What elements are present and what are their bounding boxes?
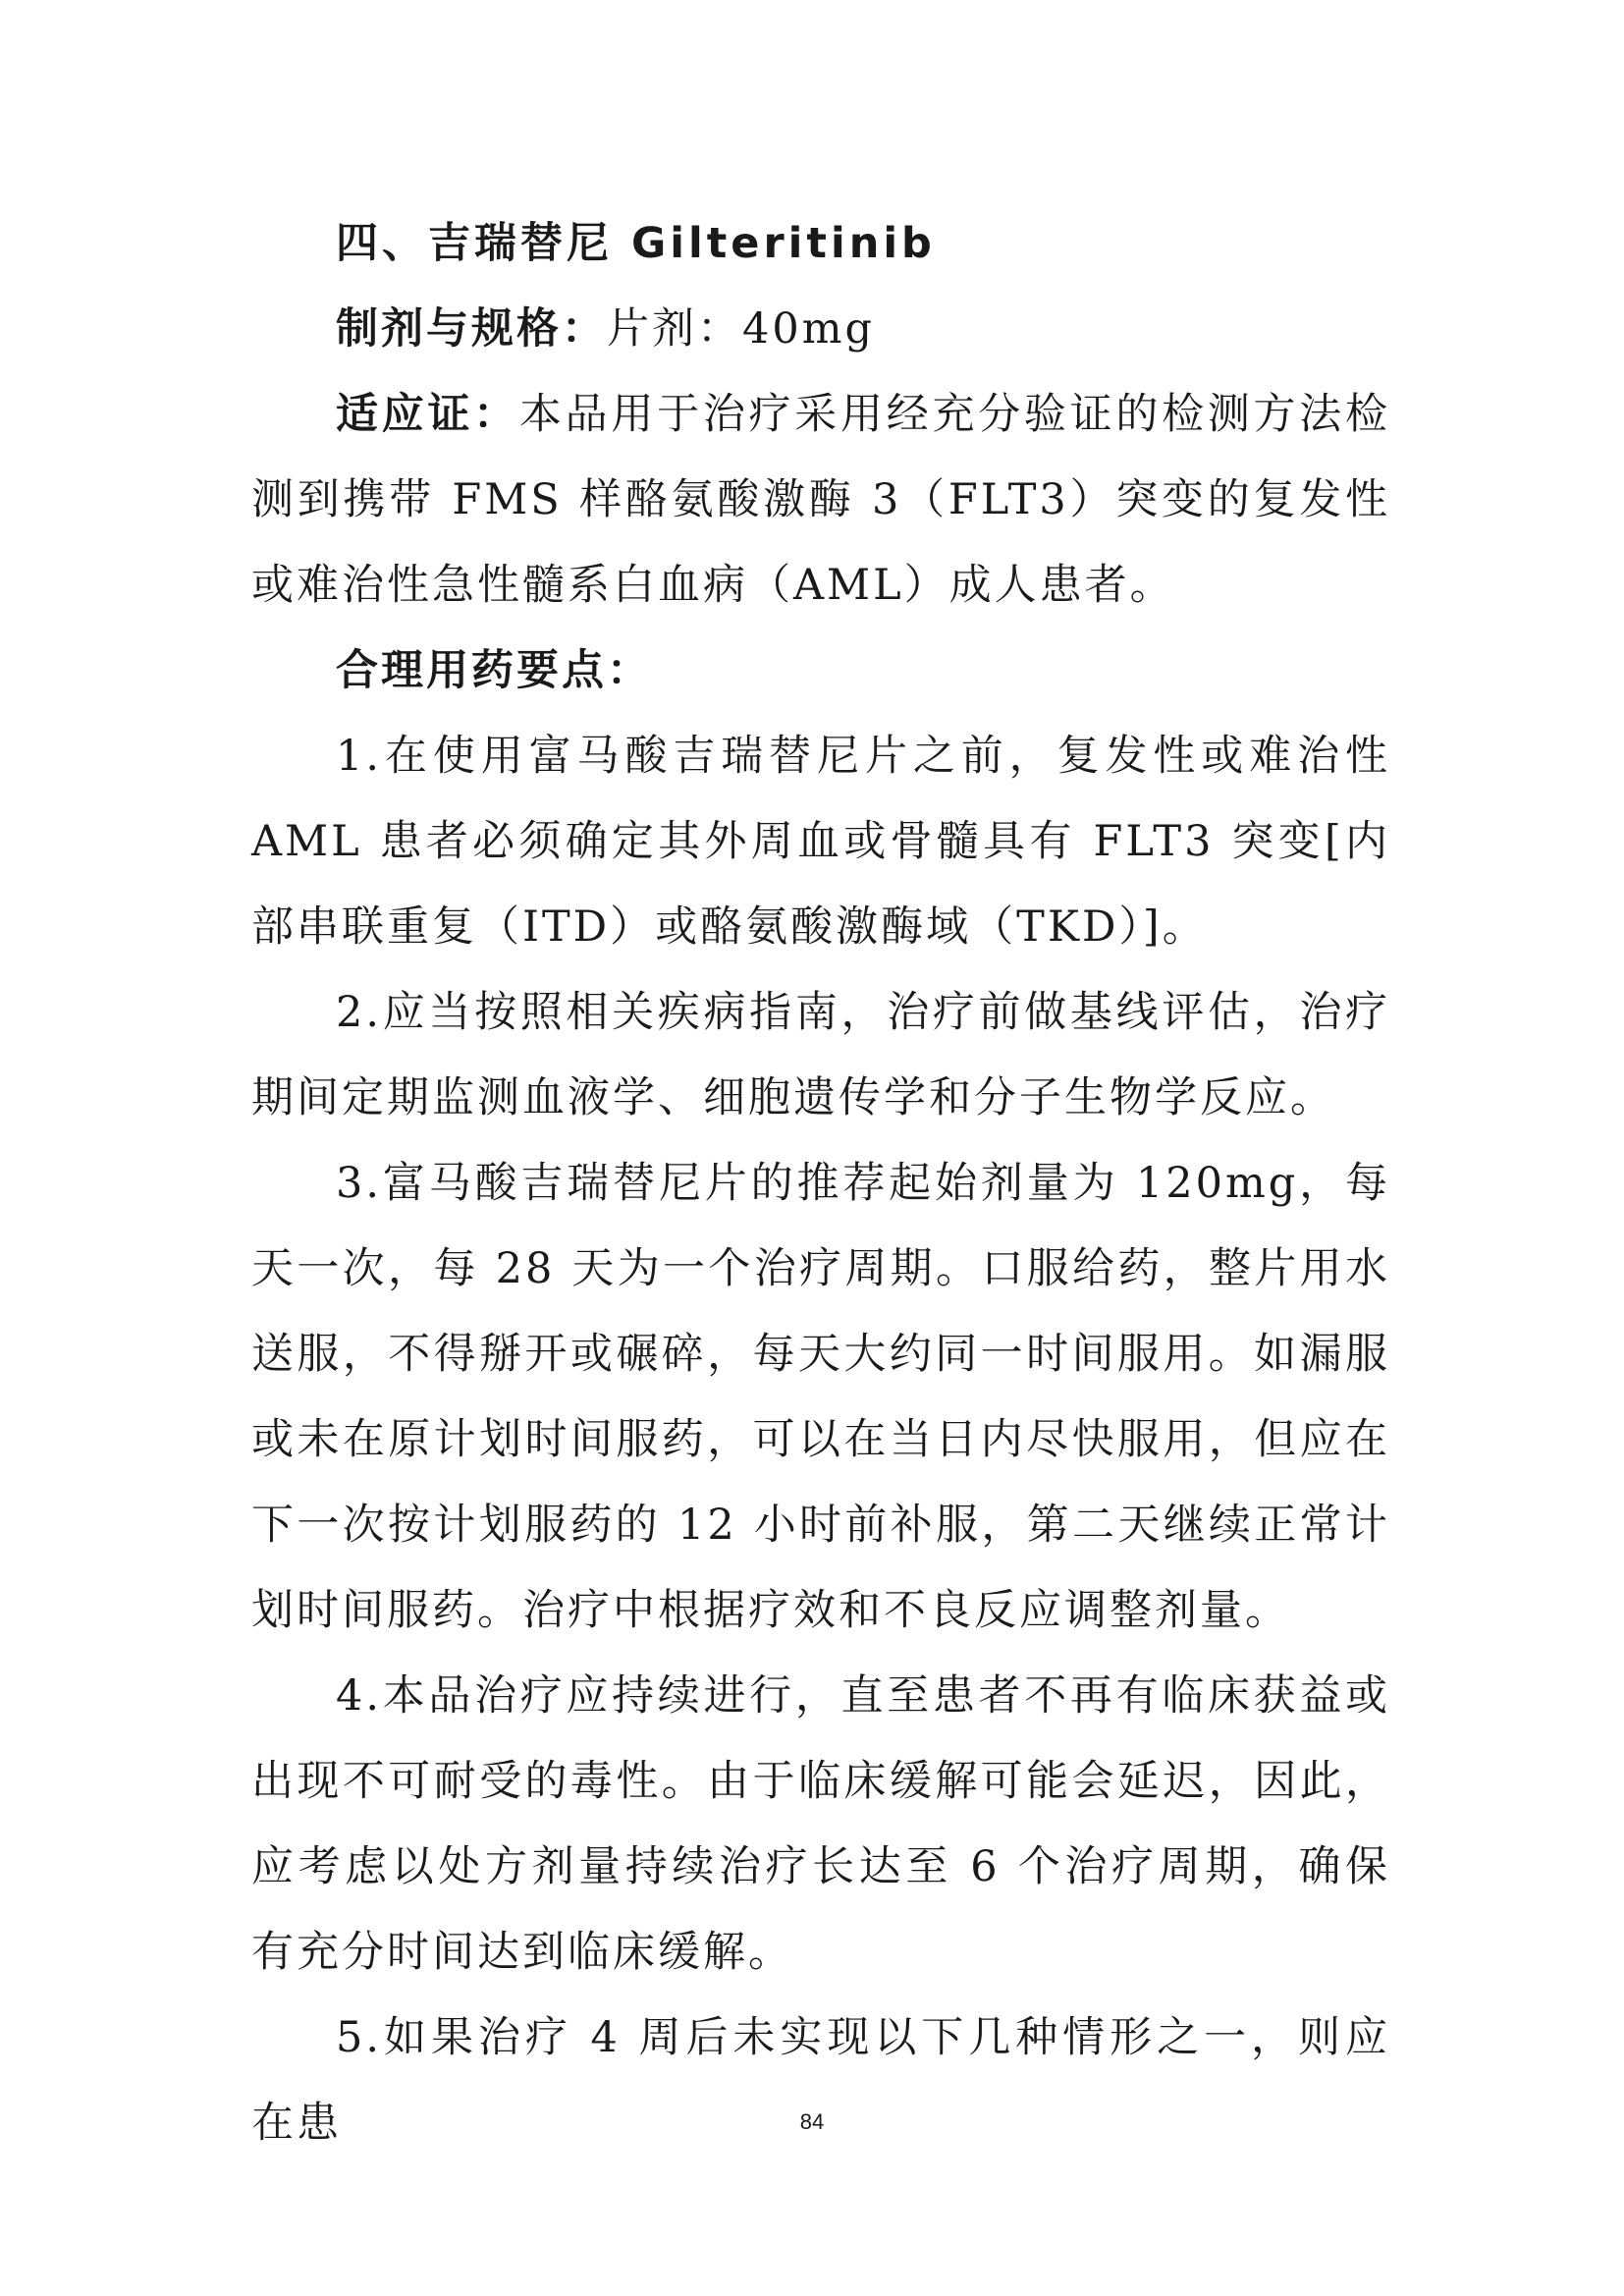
section-heading: 四、吉瑞替尼 Gilteritinib (336, 219, 936, 268)
point-paragraph: 4.本品治疗应持续进行，直至患者不再有临床获益或出现不可耐受的毒性。由于临床缓解可能会延迟，因此，应考虑以处方剂量持续治疗长达至 6 个治疗周期，确保有充分时间达到临床缓解。 (251, 1671, 1390, 1977)
point-paragraph: 3.富马酸吉瑞替尼片的推荐起始剂量为 120mg，每天一次，每 28 天为一个治疗周期。口服给药，整片用水送服，不得掰开或碾碎，每天大约同一时间服用。如漏服或未在原计划时间服药，可以在当日内尽快服用，但应在下一次按计划服药的 12 小时前补服，第二天继续正常计划时间服药。治疗中根据疗效和不良反应调整剂量。 (251, 1159, 1390, 1635)
document-body (251, 201, 1390, 2166)
spec-text: 片剂：40mg (607, 304, 876, 354)
indication-text: 本品用于治疗采用经充分验证的检测方法检测到携带 FMS 样酪氨酸激酶 3（FLT3）突变的复发性或难治性急性髓系白血病（AML）成人患者。 (251, 390, 1391, 610)
key-points-label: 合理用药要点： (336, 646, 652, 695)
spec-paragraph (251, 287, 1390, 372)
point-paragraph: 2.应当按照相关疾病指南，治疗前做基线评估，治疗期间定期监测血液学、细胞遗传学和分子生物学反应。 (251, 988, 1390, 1122)
point-paragraph: 5.如果治疗 4 周后未实现以下几种情形之一，则应在患 (251, 2013, 1390, 2148)
indication-label: 适应证： (336, 390, 519, 439)
spec-label: 制剂与规格： (336, 304, 607, 354)
indication-paragraph (251, 372, 1390, 629)
point-paragraph: 1.在使用富马酸吉瑞替尼片之前，复发性或难治性 AML 患者必须确定其外周血或骨髓具有 FLT3 突变[内部串联重复（ITD）或酪氨酸激酶域（TKD）]。 (251, 732, 1390, 952)
page-number: 84 (799, 2109, 825, 2134)
